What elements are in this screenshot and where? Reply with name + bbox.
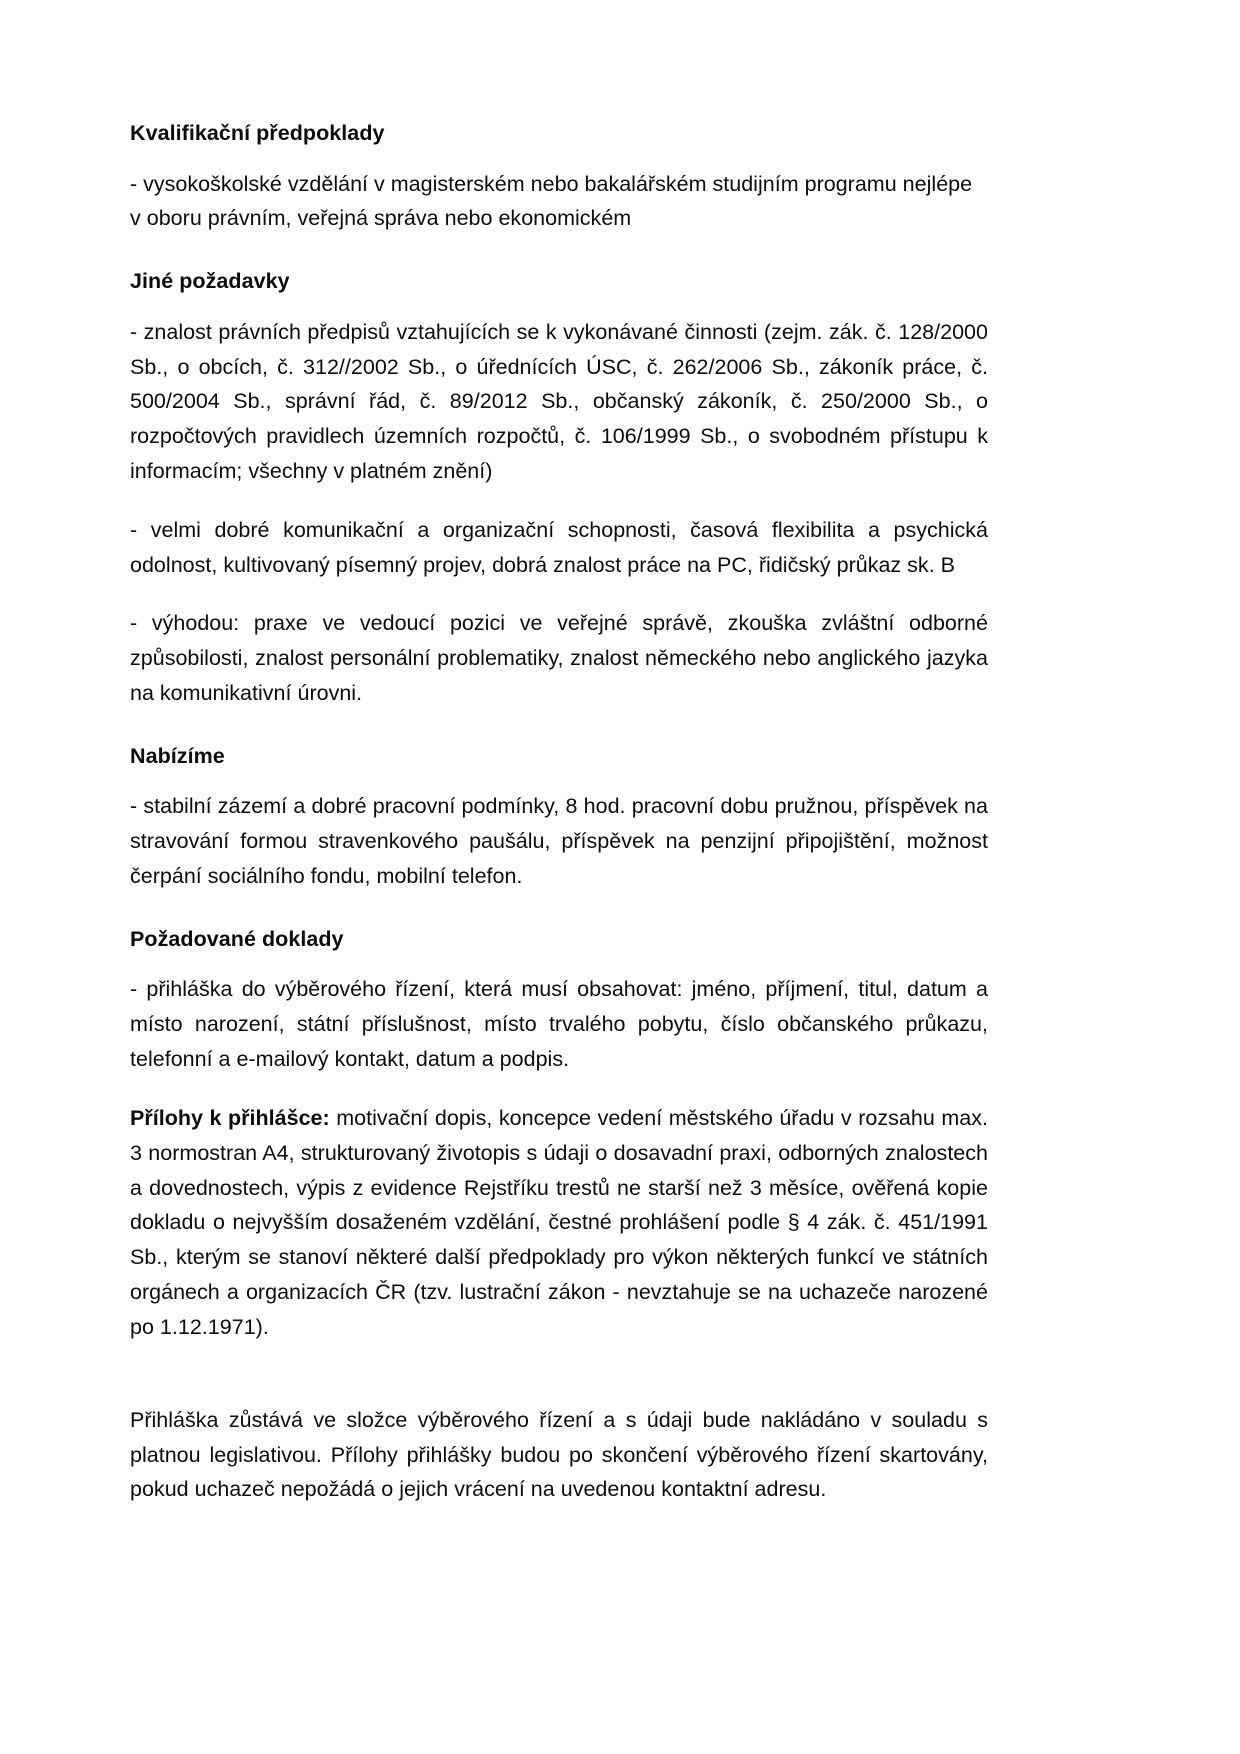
section-heading-jine-pozadavky: Jiné požadavky <box>130 269 290 294</box>
paragraph-prilohy-k-prihlasce <box>130 1101 988 1345</box>
section-pozadovane-doklady <box>130 924 988 1345</box>
section-heading-pozadovane-doklady: Požadované doklady <box>130 926 344 951</box>
paragraph-pozadovane-doklady-1: - přihláška do výběrového řízení, která musí obsahovat: jméno, příjmení, titul, datum a místo narození, státní příslušnost, místo trvalého pobytu, číslo občanského průkazu, telefonní a e-mailový kontakt, datum a podpis. <box>130 977 988 1072</box>
paragraph-jine-pozadavky-3: - výhodou: praxe ve vedoucí pozici ve veřejné správě, zkouška zvláštní odborné způsobilosti, znalost personální problematiky, znalost německého nebo anglického jazyka na komunikativní úrovni. <box>130 611 988 706</box>
document-body <box>130 118 988 1507</box>
section-jine-pozadavky <box>130 266 988 711</box>
paragraph-jine-pozadavky-1: - znalost právních předpisů vztahujících se k vykonávané činnosti (zejm. zák. č. 128/2000 Sb., o obcích, č. 312//2002 Sb., o úřednících ÚSC, č. 262/2006 Sb., zákoník práce, č. 500/2004 Sb., správní řád, č. 89/2012 Sb., občanský zákoník, č. 250/2000 Sb., o rozpočtových pravidlech územních rozpočtů, č. 106/1999 Sb., o svobodném přístupu k informacím; všechny v platném znění) <box>130 319 988 483</box>
prilohy-label: Přílohy k přihlášce: <box>130 1105 330 1130</box>
section-nabizime <box>130 741 988 894</box>
paragraph-nabizime-1: - stabilní zázemí a dobré pracovní podmínky, 8 hod. pracovní dobu pružnou, příspěvek na stravování formou stravenkového paušálu, příspěvek na penzijní připojištění, možnost čerpání sociálního fondu, mobilní telefon. <box>130 794 988 889</box>
paragraph-kvalifikacni-predpoklady-1: - vysokoškolské vzdělání v magisterském nebo bakalářském studijním programu nejlépe v oboru právním, veřejná správa nebo ekonomickém <box>130 171 973 231</box>
section-kvalifikacni-predpoklady <box>130 118 988 236</box>
section-heading-nabizime: Nabízíme <box>130 743 225 768</box>
paragraph-closing: Přihláška zůstává ve složce výběrového řízení a s údaji bude nakládáno v souladu s platnou legislativou. Přílohy přihlášky budou po skončení výběrového řízení skartovány, pokud uchazeč nepožádá o jejich vrácení na uvedenou kontaktní adresu. <box>130 1407 988 1502</box>
section-heading-kvalifikacni-predpoklady: Kvalifikační předpoklady <box>130 121 385 145</box>
paragraph-jine-pozadavky-2: - velmi dobré komunikační a organizační schopnosti, časová flexibilita a psychická odolnost, kultivovaný písemný projev, dobrá znalost práce na PC, řidičský průkaz sk. B <box>130 517 988 577</box>
prilohy-text: motivační dopis, koncepce vedení městského úřadu v rozsahu max. 3 normostran A4, strukturovaný životopis s údaji o dosavadní praxi, odborných znalostech a dovednostech, výpis z evidence Rejstříku trestů ne starší než 3 měsíce, ověřená kopie dokladu o nejvyšším dosaženém vzdělání, čestné prohlášení podle § 4 zák. č. 451/1991 Sb., kterým se stanoví některé další předpoklady pro výkon některých funkcí ve státních orgánech a organizacích ČR (tzv. lustrační zákon - nevztahuje se na uchazeče narozené po 1.12.1971). <box>130 1105 988 1339</box>
closing-note <box>130 1403 988 1507</box>
